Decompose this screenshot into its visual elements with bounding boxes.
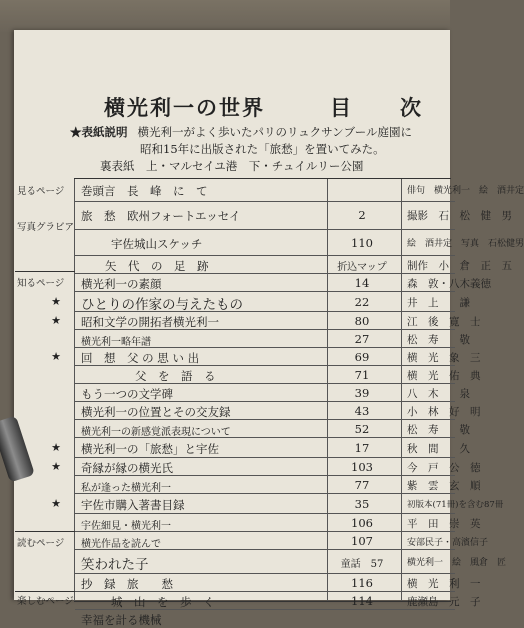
row-title: 矢 代 の 足 跡 [105, 259, 209, 273]
row-title: 抄 録 旅 愁 [81, 577, 173, 591]
cover-note-text1: 横光利一がよく歩いたパリのリュクサンブール庭園に [137, 125, 413, 139]
row-page: 折込マップ [337, 262, 387, 273]
row-author: 江 後 寛 士 [407, 316, 481, 328]
row-author: 紫 雲 玄 順 [407, 480, 481, 492]
row-page: 77 [354, 478, 370, 492]
background-top [0, 0, 450, 32]
toc-row [75, 531, 489, 550]
star-mark: ★ [51, 441, 61, 454]
row-title: 昭和文学の開拓者横光利一 [81, 315, 219, 329]
star-mark: ★ [51, 497, 61, 510]
row-title: 城 山 を 歩 く [111, 595, 215, 609]
toc-row [75, 383, 470, 402]
row-title: 横光利一略年譜 [81, 337, 151, 348]
cover-note-line2: 昭和15年に出版された「旅愁」を置いてみた。 [140, 142, 385, 156]
row-page: 52 [354, 422, 370, 436]
row-title: ひとりの作家の与えたもの [81, 297, 243, 313]
row-author: 横光利一 絵 風倉 匠 [407, 558, 507, 568]
row-page: 35 [354, 497, 370, 511]
section-photo: 写真グラビア [17, 222, 75, 233]
toc-row [75, 609, 455, 628]
row-page: 童話 57 [340, 559, 384, 570]
row-author: 鹿瀬島 元 子 [407, 596, 481, 608]
contents-table [17, 178, 524, 627]
toc-row [75, 401, 481, 420]
star-mark: ★ [51, 314, 61, 327]
row-author: 井 上 謙 [407, 297, 470, 309]
row-title: 私が逢った横光利一 [81, 483, 171, 494]
toc-row [75, 329, 470, 348]
row-title: 回 想 父 の 思 い 出 [81, 351, 200, 365]
row-page: 114 [351, 594, 373, 608]
row-page: 27 [354, 332, 370, 346]
section-yomu: 読むページ [17, 538, 65, 549]
row-author: 撮影 石 松 健 男 [407, 210, 512, 222]
row-author: 横 光 利 一 [407, 578, 481, 590]
row-page: 103 [351, 460, 373, 474]
row-page: 110 [351, 236, 373, 250]
row-title: 横光利一の位置とその交友録 [81, 405, 231, 419]
row-title: 横光利一の「旅愁」と宇佐 [81, 442, 219, 456]
row-page: 106 [351, 516, 373, 530]
star-mark: ★ [51, 295, 61, 308]
row-author: 森 敦・八木義徳 [407, 278, 491, 290]
toc-row [75, 255, 512, 274]
row-author: 俳句 横光利一 絵 酒井定 [407, 186, 524, 196]
row-page: 80 [354, 314, 370, 328]
row-page: 69 [354, 350, 370, 364]
row-title: もう一つの文学碑 [81, 387, 173, 401]
toc-row [75, 513, 481, 532]
toc-row [51, 311, 481, 330]
row-author: 制作 小 倉 正 五 [407, 260, 512, 272]
row-title: 旅 愁 欧州フォートエッセイ [81, 209, 241, 223]
toc-row [75, 229, 524, 256]
toc-row [75, 201, 512, 230]
row-author: 横 光 象 三 [407, 352, 481, 364]
cover-note-line1 [70, 124, 412, 141]
section-shiru: 知るページ [17, 278, 65, 289]
toc-row [51, 493, 504, 514]
toc-row [51, 291, 470, 313]
row-title: 巻頭言 長 峰 に て [81, 184, 208, 198]
toc-row [75, 475, 481, 494]
section-miru: 見るページ [17, 186, 65, 197]
book-page [14, 30, 524, 627]
row-page: 39 [354, 386, 370, 400]
row-title: 宇佐城山スケッチ [111, 237, 203, 251]
section-tanoshimu: 楽しむページ [17, 596, 74, 607]
row-author: 松 寿 敬 [407, 424, 470, 436]
row-author: 小 林 好 明 [407, 406, 481, 418]
row-author: 松 寿 敬 [407, 334, 470, 346]
row-author: 横 光 佑 典 [407, 370, 481, 382]
row-page: 43 [354, 404, 370, 418]
cover-note-label: ★表紙説明 [70, 125, 128, 139]
row-title: 宇佐細見・横光利一 [81, 521, 171, 532]
row-title: 父 を 語 る [135, 369, 216, 383]
row-page: 14 [354, 276, 370, 290]
star-mark: ★ [51, 350, 61, 363]
row-author: 平 田 崇 英 [407, 518, 481, 530]
toc-row [75, 365, 481, 384]
row-title: 宇佐市購入著書目録 [81, 498, 185, 512]
row-author: 初版本(71冊)を含む87冊 [407, 500, 504, 510]
row-author: 八 木 泉 [407, 388, 470, 400]
row-title: 奇縁が縁の横光氏 [81, 461, 173, 475]
back-cover-note: 裏表紙 上・マルセイユ港 下・チュイルリー公園 [100, 159, 364, 173]
row-author: 秋 間 久 [407, 443, 470, 455]
toc-row [75, 573, 481, 592]
row-page: 22 [354, 295, 370, 309]
row-author: 今 戸 公 徳 [407, 462, 481, 474]
row-page: 17 [354, 441, 370, 455]
row-title: 横光利一の素顔 [81, 277, 162, 291]
row-title: 笑われた子 [81, 557, 149, 573]
row-title: 横光作品を読んで [81, 539, 161, 550]
contents-heading: 目 次 [330, 95, 435, 120]
row-title: 幸福を計る機械 [81, 613, 162, 627]
toc-row [51, 457, 481, 476]
star-mark: ★ [51, 460, 61, 473]
toc-row [51, 437, 470, 458]
row-page: 116 [351, 576, 373, 590]
toc-row [75, 419, 470, 438]
toc-row [75, 179, 524, 201]
toc-row [75, 591, 481, 610]
toc-row [51, 347, 481, 366]
toc-row [75, 549, 507, 574]
row-page: 71 [354, 368, 370, 382]
row-page: 2 [358, 208, 366, 222]
row-author: 絵 酒井定 写真 石松健男 [407, 239, 524, 249]
row-author: 安部民子・高濱信子 [407, 538, 489, 548]
row-page: 107 [351, 534, 373, 548]
main-title: 横光利一の世界 [104, 95, 265, 120]
row-title: 横光利一の新感覚派表現について [81, 427, 231, 438]
toc-row [75, 273, 491, 292]
